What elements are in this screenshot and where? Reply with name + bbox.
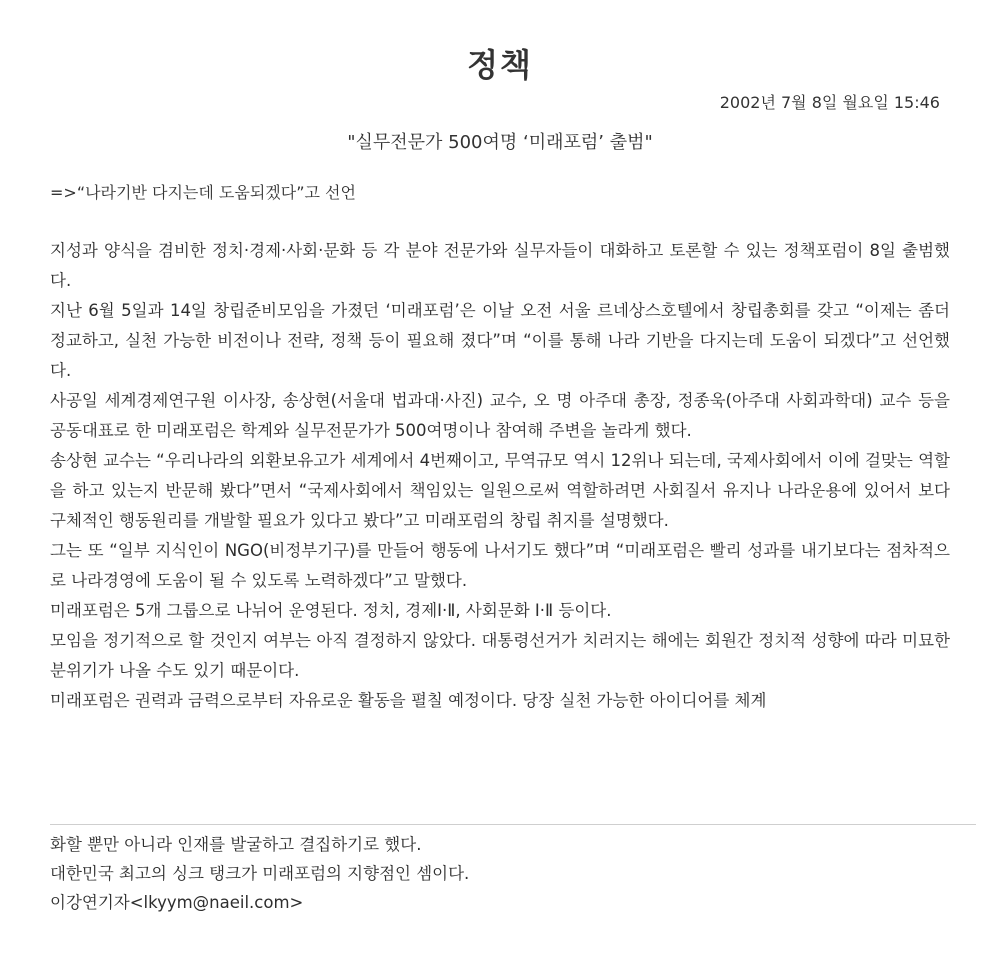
- page-divider: [50, 824, 976, 825]
- paragraph: 지성과 양식을 겸비한 정치·경제·사회·문화 등 각 분야 전문가와 실무자들이 대화하고 토론할 수 있는 정책포럼이 8일 출범했다.: [50, 241, 950, 290]
- article-subheadline: =>“나라기반 다지는데 도움되겠다”고 선언: [50, 183, 356, 202]
- paragraph: 그는 또 “일부 지식인이 NGO(비정부기구)를 만들어 행동에 나서기도 했다”며 “미래포럼은 빨리 성과를 내기보다는 점차적으로 나라경영에 도움이 될 수 있도록 노력하겠다”고 말했다.: [50, 541, 950, 590]
- paragraph: 미래포럼은 5개 그룹으로 나뉘어 운영된다. 정치, 경제Ⅰ·Ⅱ, 사회문화 Ⅰ·Ⅱ 등이다.: [50, 601, 612, 620]
- paragraph: 송상현 교수는 “우리나라의 외환보유고가 세계에서 4번째이고, 무역규모 역시 12위나 되는데, 국제사회에서 이에 걸맞는 역할을 하고 있는지 반문해 봤다”면서 “국제사회에서 책임있는 일원으로써 역할하려면 사회질서 유지나 나라운용에 있어서 보다 구체적인 행동원리를 개발할 필요가 있다고 봤다”고 미래포럼의 창립 취지를 설명했다.: [50, 451, 950, 530]
- article-body: [50, 236, 950, 716]
- reporter-byline: 이강연기자<lkyym@naeil.com>: [50, 893, 304, 912]
- continuation-line: 화할 뿐만 아니라 인재를 발굴하고 결집하기로 했다.: [50, 835, 422, 854]
- article-continuation: [50, 830, 950, 917]
- paragraph: 미래포럼은 권력과 금력으로부터 자유로운 활동을 펼칠 예정이다. 당장 실천 가능한 아이디어를 체계: [50, 691, 767, 710]
- paragraph: 사공일 세계경제연구원 이사장, 송상현(서울대 법과대·사진) 교수, 오 명 아주대 총장, 정종욱(아주대 사회과학대) 교수 등을 공동대표로 한 미래포럼은 학계와 실무전문가가 500여명이나 참여해 주변을 놀라게 했다.: [50, 391, 950, 440]
- article-headline: "실무전문가 500여명 ‘미래포럼’ 출범": [347, 132, 653, 153]
- continuation-line: 대한민국 최고의 싱크 탱크가 미래포럼의 지향점인 셈이다.: [50, 864, 470, 883]
- paragraph: 모임을 정기적으로 할 것인지 여부는 아직 결정하지 않았다. 대통령선거가 치러지는 해에는 회원간 정치적 성향에 따라 미묘한 분위기가 나올 수도 있기 때문이다.: [50, 631, 950, 680]
- paragraph: 지난 6월 5일과 14일 창립준비모임을 가졌던 ‘미래포럼’은 이날 오전 서울 르네상스호텔에서 창립총회를 갖고 “이제는 좀더 정교하고, 실천 가능한 비전이나 전략, 정책 등이 필요해 졌다”며 “이를 통해 나라 기반을 다지는데 도움이 되겠다”고 선언했다.: [50, 301, 950, 380]
- article-date: 2002년 7월 8일 월요일 15:46: [719, 93, 940, 112]
- section-title: 정책: [467, 46, 533, 84]
